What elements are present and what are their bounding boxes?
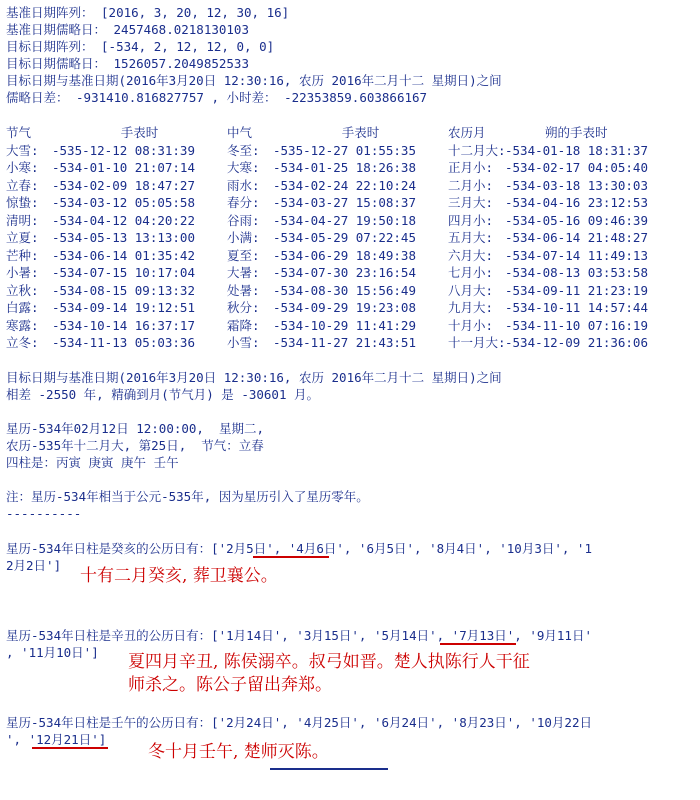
col-jieqi: 节气	[6, 125, 32, 140]
table-row: 白露: -534-09-14 19:12:51 秋分: -534-09-29 19:23:08 九月大: -534-10-11 14:57:44	[6, 300, 648, 315]
table-row: 清明: -534-04-12 04:20:22 谷雨: -534-04-27 19:50:18 四月小: -534-05-16 09:46:39	[6, 212, 648, 228]
annotation-guihai: 十有二月癸亥, 葬卫襄公。	[80, 566, 278, 586]
summary-compare-line: 目标日期与基准日期(2016年3月20日 12:30:16, 农历 2016年二月十二 星期日)之间	[6, 370, 502, 385]
date-compare-line: 目标日期与基准日期(2016年3月20日 12:30:16, 农历 2016年二月十二 星期日)之间	[6, 73, 502, 88]
table-header	[6, 124, 648, 142]
result-guihai-line1: 星历-534年日柱是癸亥的公历日有：['2月5日', '4月6日', '6月5日', '8月4日', '10月3日', '1	[6, 541, 592, 556]
table-row: 立夏: -534-05-13 13:13:00 小满: -534-05-29 07:22:45 五月大: -534-06-14 21:48:27	[6, 230, 648, 245]
table-row: 大雪: -535-12-12 08:31:39 冬至: -535-12-27 01:55:35 十二月大: -534-01-18 18:31:37	[6, 142, 648, 158]
col-zhongqi: 中气	[227, 125, 253, 140]
result-xinchou-line1: 星历-534年日柱是辛丑的公历日有：['1月14日', '3月15日', '5月14日', '7月13日', '9月11日'	[6, 628, 592, 643]
col-time-1: 手表时	[120, 125, 159, 140]
underline-xinchou-date	[440, 643, 516, 645]
note-text: 注：星历-534年相当于公元-535年, 因为星历引入了星历零年。	[6, 489, 369, 504]
table-row: 立秋: -534-08-15 09:13:32 处暑: -534-08-30 15:56:49 八月大: -534-09-11 21:23:19	[6, 282, 648, 298]
base-date-jd: 基准日期儒略日： 2457468.0218130103	[6, 22, 249, 37]
result-xinchou-line2: , '11月10日']	[6, 645, 99, 660]
target-lunar-date: 农历-535年十二月大, 第25日, 节气：立春	[6, 438, 264, 453]
underline-renwu-date	[32, 747, 108, 749]
result-renwu-line2: ', '12月21日']	[6, 732, 107, 747]
table-row: 惊蛰: -534-03-12 05:05:58 春分: -534-03-27 15:08:37 三月大: -534-04-16 23:12:53	[6, 195, 648, 210]
table-row: 立冬: -534-11-13 05:03:36 小雪: -534-11-27 21:43:51 十一月大: -534-12-09 21:36:06	[6, 335, 648, 350]
table-row: 寒露: -534-10-14 16:37:17 霜降: -534-10-29 11:41:29 十月小: -534-11-10 07:16:19	[6, 317, 648, 333]
four-pillars: 四柱是：丙寅 庚寅 庚午 壬午	[6, 455, 179, 470]
col-time-2: 手表时	[341, 125, 380, 140]
divider: ----------	[6, 506, 82, 521]
annotation-renwu: 冬十月壬午, 楚师灭陈。	[148, 742, 329, 762]
col-new-moon-time: 朔的手表时	[545, 125, 608, 140]
base-date-array: 基准日期阵列： [2016, 3, 20, 12, 30, 16]	[6, 5, 290, 20]
table-row: 小寒: -534-01-10 21:07:14 大寒: -534-01-25 18:26:38 正月小: -534-02-17 04:05:40	[6, 160, 648, 175]
target-date-array: 目标日期阵列： [-534, 2, 12, 12, 0, 0]	[6, 39, 275, 54]
target-datetime: 星历-534年02月12日 12:00:00, 星期二,	[6, 421, 265, 436]
col-lunar-month: 农历月	[448, 125, 486, 140]
annotation-xinchou-2: 师杀之。陈公子留出奔郑。	[128, 675, 332, 695]
table-row: 小暑: -534-07-15 10:17:04 大暑: -534-07-30 23:16:54 七月小: -534-08-13 03:53:58	[6, 265, 648, 280]
annotation-xinchou-1: 夏四月辛丑, 陈侯溺卒。叔弓如晋。楚人执陈行人干征	[128, 652, 530, 672]
solar-term-table	[6, 124, 648, 352]
jd-difference: 儒略日差： -931410.816827757 , 小时差： -22353859.603866167	[6, 90, 428, 105]
result-guihai-line2: 2月2日']	[6, 558, 62, 573]
table-row: 立春: -534-02-09 18:47:27 雨水: -534-02-24 22:10:24 二月小: -534-03-18 13:30:03	[6, 177, 648, 193]
table-row: 芒种: -534-06-14 01:35:42 夏至: -534-06-29 18:49:38 六月大: -534-07-14 11:49:13	[6, 247, 648, 263]
result-renwu-line1: 星历-534年日柱是壬午的公历日有：['2月24日', '4月25日', '6月24日', '8月23日', '10月22日	[6, 715, 592, 730]
underline-guihai-date	[253, 556, 329, 558]
summary-difference: 相差 -2550 年, 精确到月(节气月) 是 -30601 月。	[6, 387, 320, 402]
underline-renwu-annotation	[270, 768, 388, 770]
target-date-jd: 目标日期儒略日： 1526057.2049852533	[6, 56, 249, 71]
